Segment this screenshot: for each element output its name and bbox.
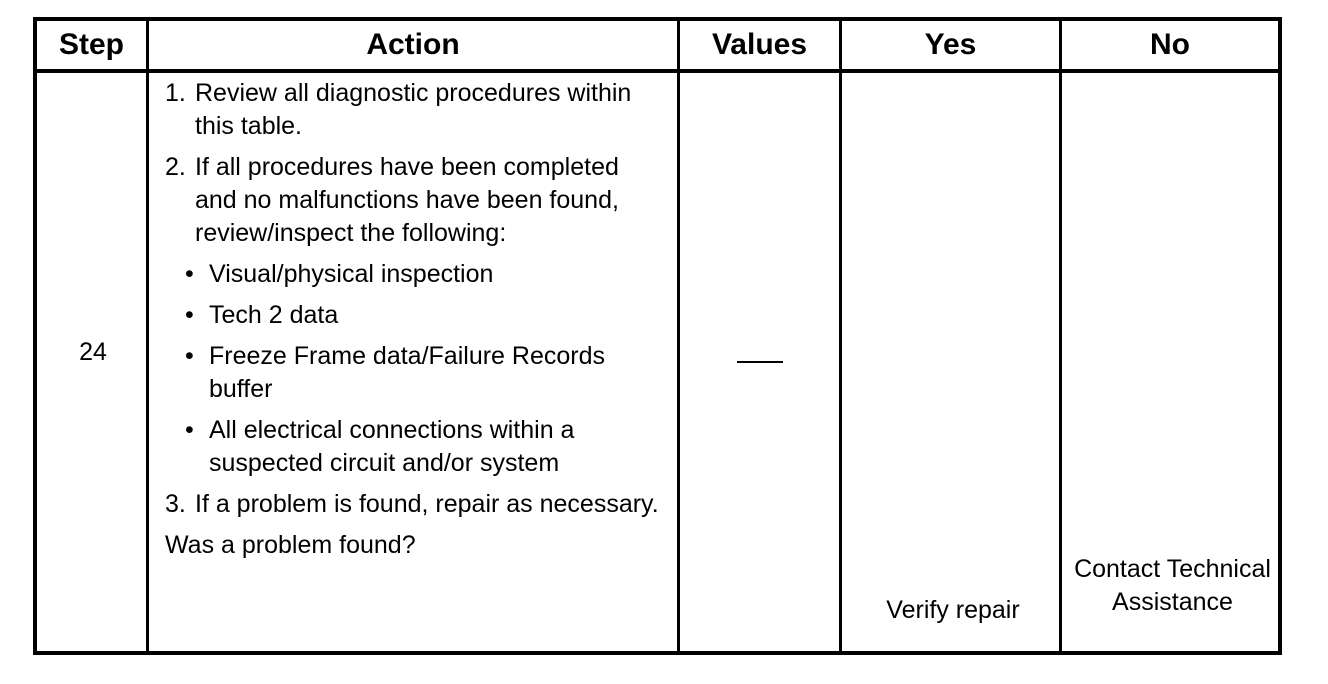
bullet-text: All electrical connections within a suspected circuit and/or system <box>209 416 575 477</box>
action-step-text: If all procedures have been completed and no malfunctions have been found, review/inspect the following: <box>195 153 619 247</box>
step-number: 24 <box>79 338 107 366</box>
action-step-2 <box>165 151 665 250</box>
yes-result: Verify repair <box>886 596 1020 624</box>
action-step-3 <box>165 488 665 521</box>
bullet-icon: • <box>185 416 194 444</box>
action-step-1 <box>165 77 665 143</box>
action-step-number: 1. <box>165 79 186 107</box>
action-step-text: Review all diagnostic procedures within this table. <box>195 79 632 140</box>
header-divider <box>37 69 1278 73</box>
bullet-icon: • <box>185 301 194 329</box>
inspection-bullet <box>165 414 665 480</box>
inspection-bullet <box>165 258 665 291</box>
column-divider <box>146 21 149 651</box>
bullet-text: Freeze Frame data/Failure Records buffer <box>209 342 605 403</box>
header-values: Values <box>711 28 808 61</box>
action-cell <box>165 77 665 562</box>
bullet-icon: • <box>185 260 194 288</box>
inspection-bullet <box>165 340 665 406</box>
bullet-text: Tech 2 data <box>209 301 339 329</box>
diagnostic-table <box>33 17 1282 655</box>
bullet-text: Visual/physical inspection <box>209 260 494 288</box>
column-divider <box>677 21 680 651</box>
header-yes: Yes <box>924 28 977 61</box>
values-dash <box>737 361 783 363</box>
action-step-number: 2. <box>165 153 186 181</box>
action-step-text: If a problem is found, repair as necessary. <box>195 490 659 518</box>
column-divider <box>839 21 842 651</box>
no-result: Contact Technical Assistance <box>1074 555 1271 616</box>
bullet-icon: • <box>185 342 194 370</box>
inspection-bullet <box>165 299 665 332</box>
action-question: Was a problem found? <box>165 531 416 559</box>
action-step-number: 3. <box>165 490 186 518</box>
header-no: No <box>1150 28 1190 61</box>
column-divider <box>1059 21 1062 651</box>
header-step: Step <box>58 28 124 61</box>
header-action: Action <box>366 28 460 61</box>
